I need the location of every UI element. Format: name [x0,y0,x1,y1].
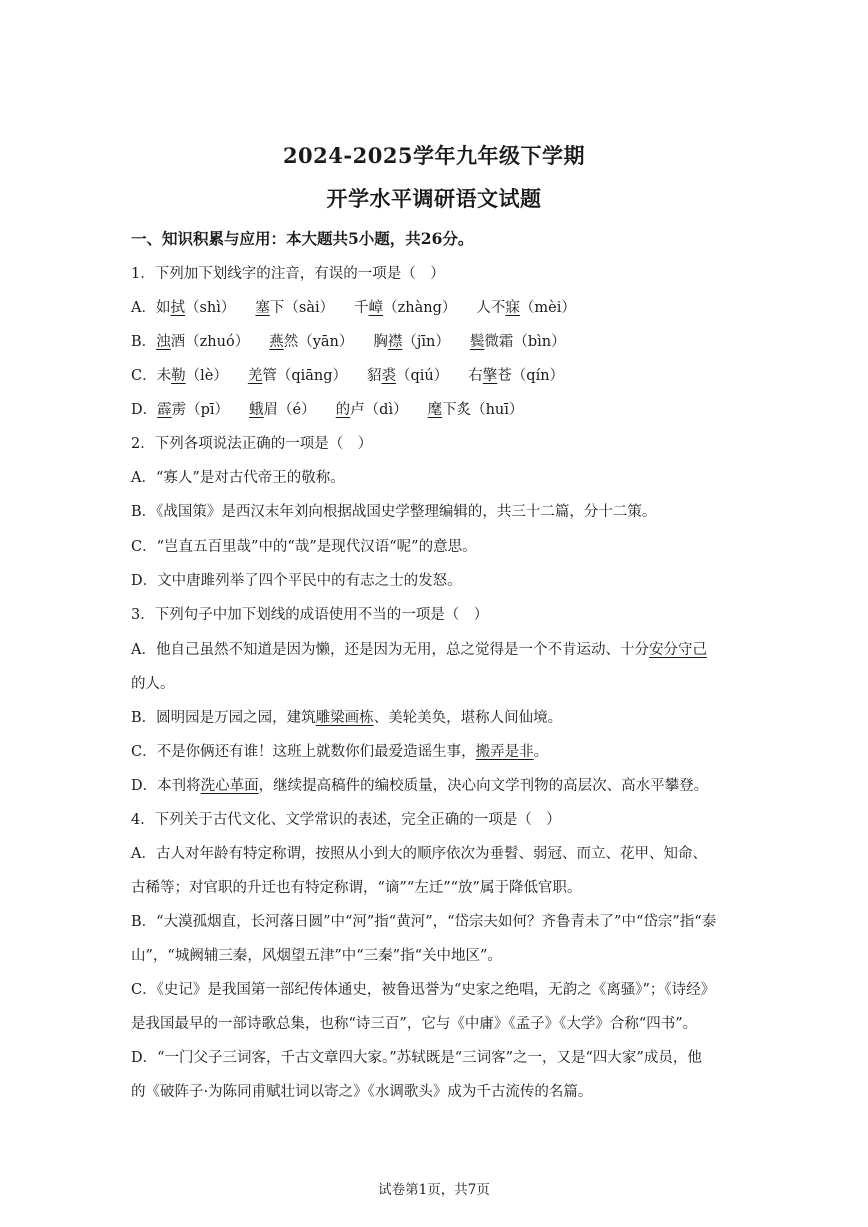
q1-option-d: D．霹雳（pī） 蛾眉（é） 的卢（dì） 麾下炙（huī） [131,402,524,418]
q4-option-b-line1: B．“大漠孤烟直，长河落日圆”中“河”指“黄河”，“岱宗夫如何？齐鲁青未了”中“岱宗”指“泰 [131,914,717,930]
q3-option-d: D．本刊将洗心革面，继续提高稿件的编校质量，决心向文学刊物的高层次、高水平攀登。 [131,778,709,794]
q4-option-a-line1: A．古人对年龄有特定称谓，按照从小到大的顺序依次为垂髫、弱冠、而立、花甲、知命、 [131,846,707,862]
q2-stem: 2．下列各项说法正确的一项是（ ） [131,436,373,452]
q4-option-d-line2: 的《破阵子·为陈同甫赋壮词以寄之》《水调歌头》成为千古流传的名篇。 [131,1084,593,1100]
q3-option-c: C．不是你俩还有谁！这班上就数你们最爱造谣生事，搬弄是非。 [131,744,549,760]
q4-option-d-line1: D．“一门父子三词客，千古文章四大家。”苏轼既是“三词客”之一，又是“四大家”成员，他 [131,1050,702,1066]
q4-option-a-line2: 古稀等；对官职的升迁也有特定称谓，“谪”“左迁”“放”属于降低官职。 [131,880,582,896]
q2-option-d: D．文中唐雎列举了四个平民中的有志之士的发怒。 [131,573,462,589]
q2-option-b: B．《战国策》是西汉末年刘向根据战国史学整理编辑的，共三十二篇，分十二策。 [131,504,657,520]
q4-option-c-line1: C．《史记》是我国第一部纪传体通史，被鲁迅誉为“史家之绝唱，无韵之《离骚》”；《诗经》 [131,982,716,998]
q4-stem: 4．下列关于古代文化、文学常识的表述，完全正确的一项是（ ） [131,812,561,828]
q2-option-a: A．“寡人”是对古代帝王的敬称。 [131,470,345,486]
q1-option-b: B．浊酒（zhuó） 燕然（yān） 胸襟（jīn） 鬓微霜（bìn） [131,334,566,350]
q2-option-c: C．“岂直五百里哉”中的“哉”是现代汉语“呢”的意思。 [131,539,477,555]
q3-option-a-continued: 的人。 [131,676,175,692]
q3-stem: 3．下列句子中加下划线的成语使用不当的一项是（ ） [131,607,489,623]
exam-title-line1: 2024-2025学年九年级下学期 [282,143,586,168]
exam-title-line2: 开学水平调研语文试题 [326,186,542,211]
page-footer: 试卷第1页，共7页 [378,1182,490,1198]
q4-option-b-line2: 山”，“城阙辅三秦，风烟望五津”中“三秦”指“关中地区”。 [131,948,502,964]
q3-option-a: A．他自己虽然不知道是因为懒，还是因为无用，总之觉得是一个不肯运动、十分安分守己 [131,642,707,658]
section-heading: 一、知识积累与应用：本大题共5小题，共26分。 [131,229,474,248]
q1-option-c: C．未勒（lè） 羌管（qiāng） 貂裘（qiú） 右擎苍（qín） [131,368,565,384]
q1-option-a: A．如拭（shì） 塞下（sài） 千嶂（zhàng） 人不寐（mèi） [131,300,576,316]
q4-option-c-line2: 是我国最早的一部诗歌总集，也称“诗三百”，它与《中庸》《孟子》《大学》合称“四书”。 [131,1016,698,1032]
q3-option-b: B．圆明园是万园之园，建筑雕梁画栋、美轮美奂，堪称人间仙境。 [131,710,563,726]
q1-stem: 1．下列加下划线字的注音，有误的一项是（ ） [131,266,445,282]
